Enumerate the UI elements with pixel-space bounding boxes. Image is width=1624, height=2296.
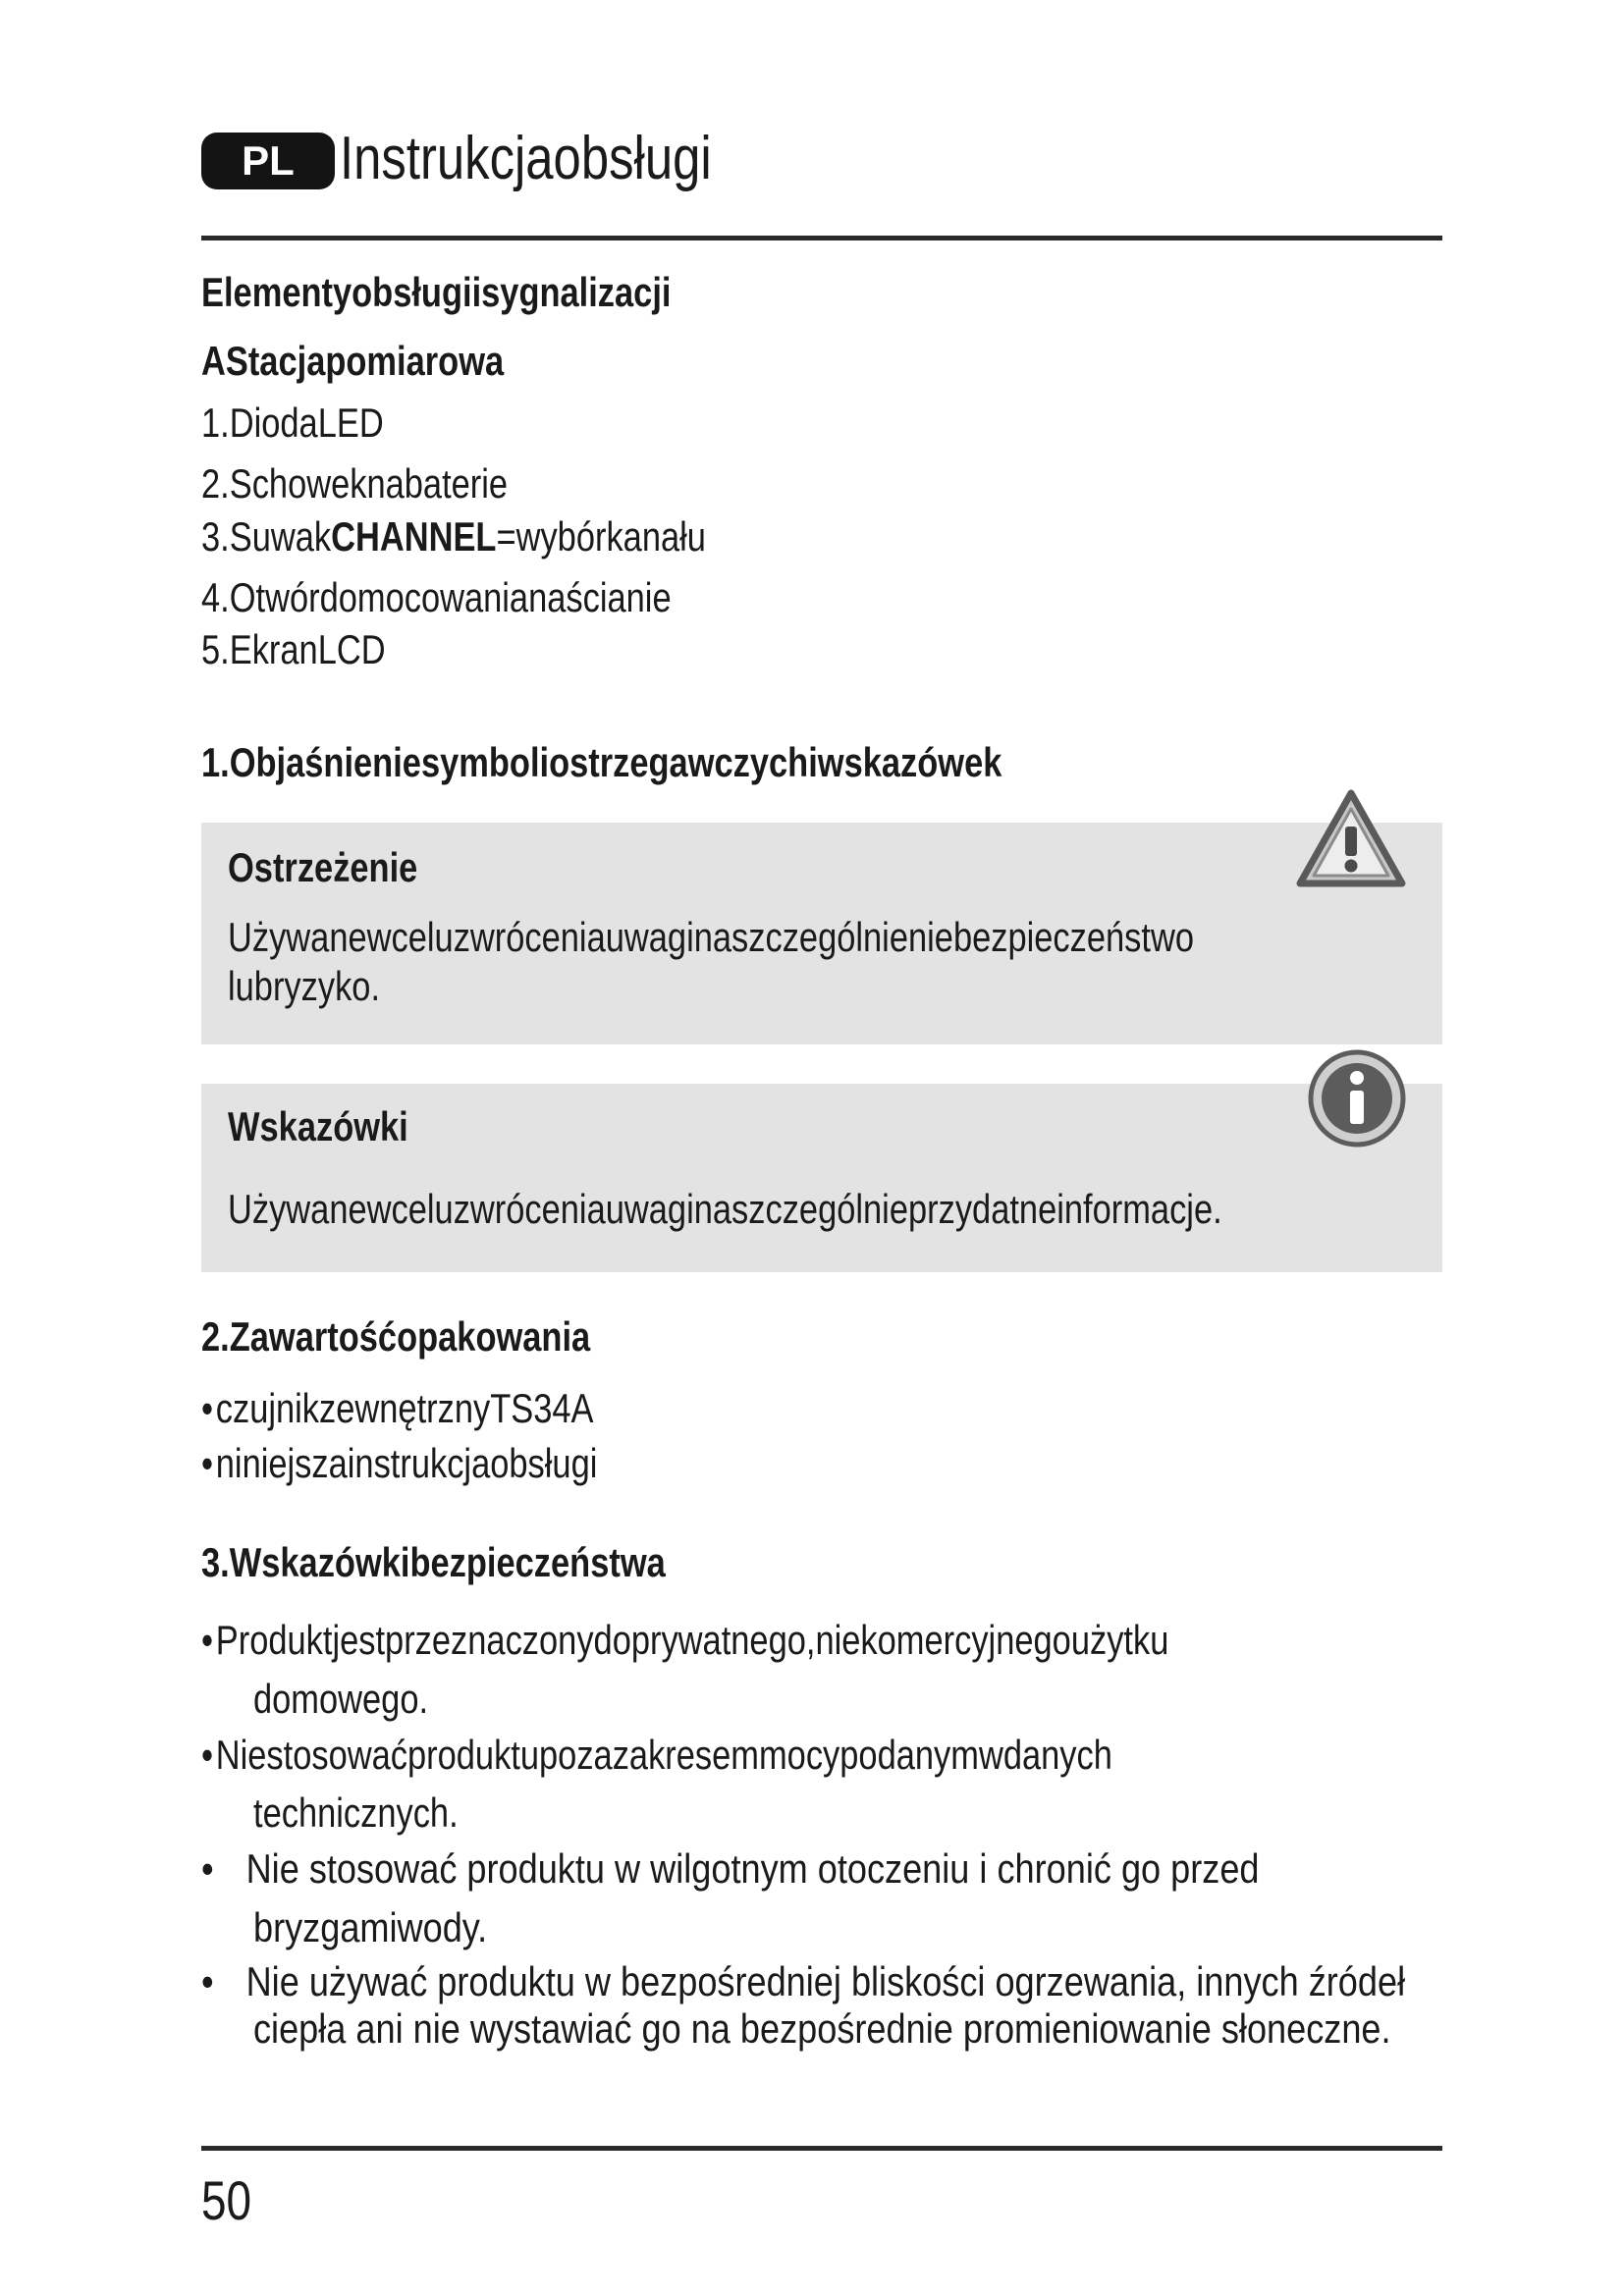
warning-box [201,823,1442,1044]
list-item: 3.SuwakCHANNEL=wybórkanału [201,513,706,560]
warning-triangle-icon [1294,787,1408,889]
tips-text: Używanewceluzwróceniauwaginaszczególnieprzydatneinformacje. [228,1186,1222,1232]
tips-box [201,1084,1442,1272]
section-3-heading: 3.Wskazówkibezpieczeństwa [201,1539,666,1585]
warning-text-line: Używanewceluzwróceniauwaginaszczególnieniebezpieczeństwo [228,914,1194,960]
page-number: 50 [201,2169,252,2231]
tips-title: Wskazówki [228,1103,408,1149]
list-item: 1.DiodaLED [201,400,384,446]
list-item: •niniejszainstrukcjaobsługi [201,1440,598,1486]
list-item: •Niestosowaćproduktupozazakresemmocypodanymwdanych [201,1732,1112,1778]
list-item-continuation: bryzgamiwody. [253,1904,488,1950]
station-subheading: AStacjapomiarowa [201,338,505,384]
list-item-continuation: ciepła ani nie wystawiać go na bezpośrednie promieniowanie słoneczne. [253,2005,1391,2052]
list-item: 4.Otwórdomocowanianaścianie [201,574,672,620]
info-icon [1307,1048,1407,1148]
warning-title: Ostrzeżenie [228,844,418,890]
list-item-continuation: technicznych. [253,1789,459,1836]
list-item: •czujnikzewnętrznyTS34A [201,1385,594,1431]
section-2-heading: 2.Zawartośćopakowania [201,1313,591,1360]
warning-text-line: lubryzyko. [228,963,381,1009]
header-divider [201,236,1442,240]
document-title: Instrukcjaobsługi [340,125,712,192]
footer-divider [201,2146,1442,2151]
controls-heading: Elementyobsługiisygnalizacji [201,269,672,315]
language-badge: PL [201,133,335,189]
list-item: 5.EkranLCD [201,626,386,672]
list-item: •Produktjestprzeznaczonydoprywatnego,niekomercyjnegoużytku [201,1617,1169,1663]
list-item-continuation: domowego. [253,1676,429,1722]
list-item: 2.Schoweknabaterie [201,460,509,507]
section-1-heading: 1.Objaśnieniesymboliostrzegawczychiwskazówek [201,739,1002,785]
list-item: • Nie używać produktu w bezpośredniej bliskości ogrzewania, innych źródeł [201,1958,1406,2004]
list-item: • Nie stosować produktu w wilgotnym otoczeniu i chronić go przed [201,1845,1260,1892]
